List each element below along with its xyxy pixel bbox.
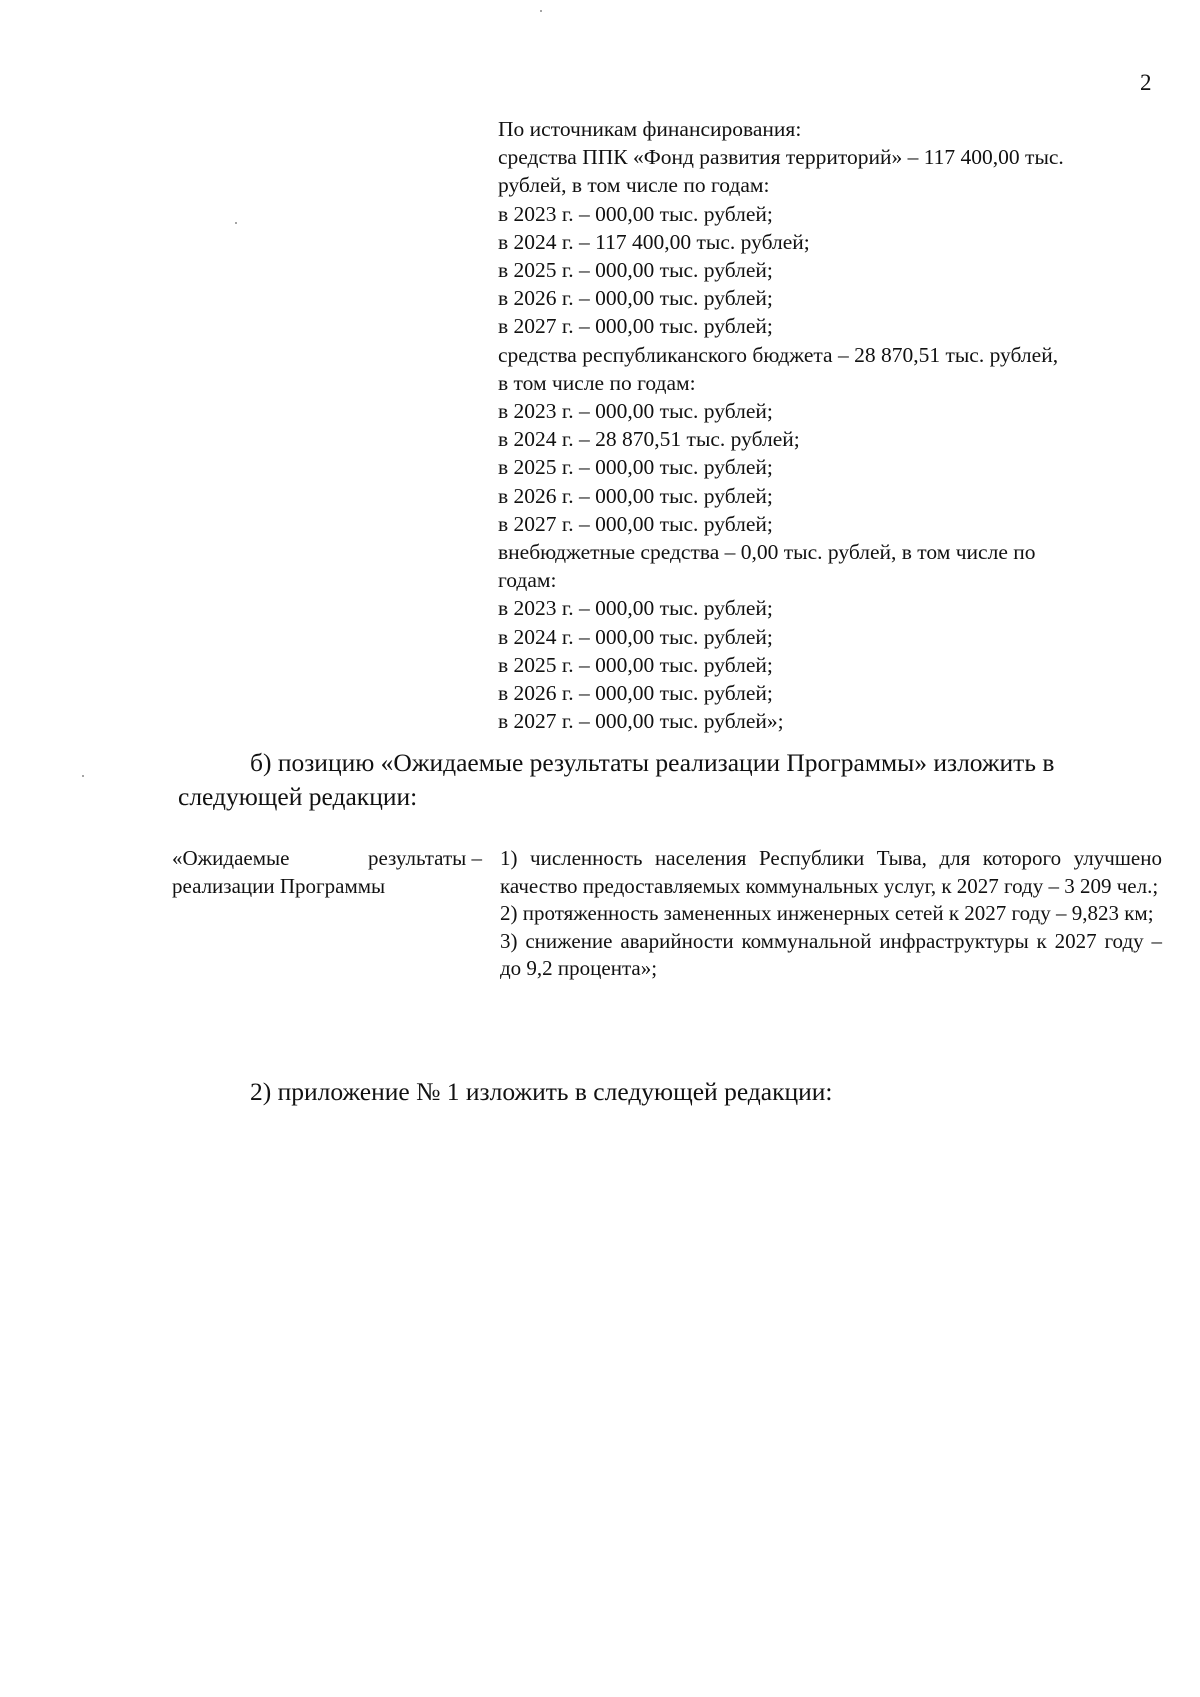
funding-line: в 2027 г. – 000,00 тыс. рублей;: [498, 511, 773, 536]
funding-line: в 2026 г. – 000,00 тыс. рублей;: [498, 681, 773, 706]
funding-line: средства республиканского бюджета – 28 870,51 тыс. рублей,: [498, 342, 1059, 367]
funding-sources-block: [498, 115, 1152, 735]
label-word: «Ожидаемые: [172, 846, 290, 870]
funding-line: По источникам финансирования:: [498, 117, 802, 141]
funding-line: в 2027 г. – 000,00 тыс. рублей»;: [498, 709, 784, 734]
funding-line: в 2025 г. – 000,00 тыс. рублей;: [498, 258, 773, 283]
result-item: 2) протяженность замененных инженерных сетей к 2027 году – 9,823 км;: [500, 901, 1154, 926]
page-number: 2: [1140, 70, 1152, 95]
funding-line: в 2025 г. – 000,00 тыс. рублей;: [498, 652, 773, 677]
funding-line: в том числе по годам:: [498, 370, 696, 395]
scan-speck: [540, 10, 542, 12]
label-word: результаты –: [367, 846, 482, 870]
funding-line: в 2024 г. – 117 400,00 тыс. рублей;: [498, 229, 810, 254]
funding-line: в 2026 г. – 000,00 тыс. рублей;: [498, 483, 773, 508]
funding-line: в 2023 г. – 000,00 тыс. рублей;: [498, 399, 773, 424]
label-row: [172, 845, 482, 873]
funding-line: в 2025 г. – 000,00 тыс. рублей;: [498, 455, 773, 480]
funding-line: внебюджетные средства – 0,00 тыс. рублей, в том числе по: [498, 540, 1036, 565]
funding-line: в 2024 г. – 000,00 тыс. рублей;: [498, 624, 773, 649]
label-row: реализации Программы: [172, 873, 386, 898]
paragraph-b-line2: следующей редакции:: [178, 782, 418, 811]
expected-results-label: [172, 845, 482, 900]
funding-line: годам:: [498, 568, 557, 593]
paragraph-b-line1: б) позицию «Ожидаемые результаты реализации Программы» изложить в: [250, 748, 1055, 777]
expected-results-content: [500, 845, 1162, 983]
result-item: 1) численность населения Республики Тыва, для которого улучшено качество предоставляемых коммунальных услуг, к 2027 году – 3 209 чел.;: [500, 846, 1162, 898]
funding-line: в 2027 г. – 000,00 тыс. рублей;: [498, 314, 773, 339]
paragraph-2: 2) приложение № 1 изложить в следующей редакции:: [250, 1077, 833, 1106]
scan-speck: [82, 775, 84, 777]
scan-speck: [235, 222, 237, 224]
funding-line: в 2023 г. – 000,00 тыс. рублей;: [498, 201, 773, 226]
funding-line: рублей, в том числе по годам:: [498, 173, 770, 198]
result-item: 3) снижение аварийности коммунальной инфраструктуры к 2027 году – до 9,2 процента»;: [500, 928, 1162, 981]
funding-line: в 2026 г. – 000,00 тыс. рублей;: [498, 286, 773, 311]
funding-line: средства ППК «Фонд развития территорий» – 117 400,00 тыс.: [498, 145, 1064, 170]
funding-line: в 2023 г. – 000,00 тыс. рублей;: [498, 596, 773, 621]
funding-line: в 2024 г. – 28 870,51 тыс. рублей;: [498, 427, 800, 452]
